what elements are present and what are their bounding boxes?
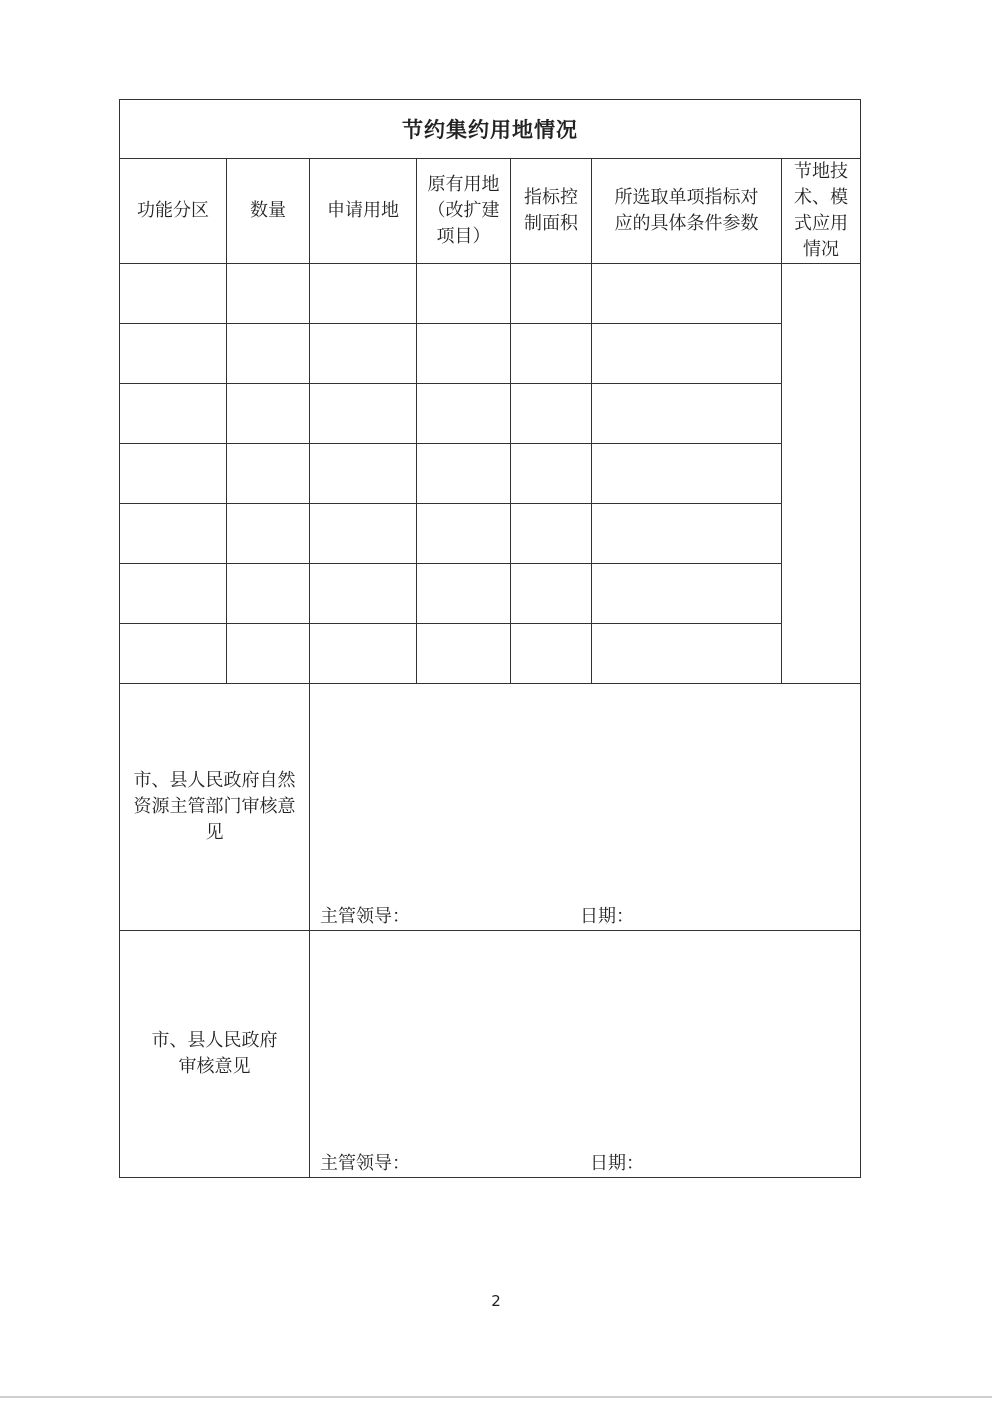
table-cell[interactable]: [417, 384, 511, 444]
date-label: 日期：: [590, 1153, 644, 1174]
table-cell[interactable]: [120, 504, 227, 564]
table-cell[interactable]: [592, 564, 782, 624]
table-cell[interactable]: [310, 624, 417, 684]
table-cell[interactable]: [227, 564, 310, 624]
leader-label: 主管领导：: [320, 906, 410, 927]
header-requested-land: 申请用地: [310, 159, 417, 264]
table-row: [120, 504, 861, 564]
table-cell[interactable]: [511, 504, 592, 564]
table-cell[interactable]: [417, 564, 511, 624]
table-cell[interactable]: [511, 384, 592, 444]
table-cell[interactable]: [511, 324, 592, 384]
opinion-row-resource-dept: [120, 684, 861, 931]
table-cell[interactable]: [310, 504, 417, 564]
table-cell[interactable]: [120, 564, 227, 624]
opinion-field-government[interactable]: [310, 931, 861, 1178]
opinion-row-government: [120, 931, 861, 1178]
header-quantity: 数量: [227, 159, 310, 264]
header-existing-land: 原有用地（改扩建项目）: [417, 159, 511, 264]
opinion-field-resource-dept[interactable]: [310, 684, 861, 931]
table-row: [120, 564, 861, 624]
table-cell[interactable]: [417, 324, 511, 384]
table-cell[interactable]: [310, 564, 417, 624]
table-cell[interactable]: [417, 444, 511, 504]
table-cell[interactable]: [592, 624, 782, 684]
form-title: 节约集约用地情况: [120, 100, 861, 159]
table-cell[interactable]: [417, 624, 511, 684]
table-cell[interactable]: [511, 264, 592, 324]
header-land-saving-tech: 节地技术、模式应用情况: [782, 159, 861, 264]
table-cell[interactable]: [511, 444, 592, 504]
table-cell[interactable]: [417, 504, 511, 564]
table-cell[interactable]: [310, 444, 417, 504]
header-condition-params: 所选取单项指标对应的具体条件参数: [592, 159, 782, 264]
table-row: [120, 624, 861, 684]
table-cell[interactable]: [120, 624, 227, 684]
opinion-label-government: 市、县人民政府审核意见: [120, 931, 310, 1178]
header-functional-zone: 功能分区: [120, 159, 227, 264]
land-use-form-table: [119, 99, 861, 1178]
land-saving-tech-cell[interactable]: [782, 264, 861, 684]
table-cell[interactable]: [120, 384, 227, 444]
header-row: [120, 159, 861, 264]
table-cell[interactable]: [310, 324, 417, 384]
table-cell[interactable]: [227, 324, 310, 384]
table-cell[interactable]: [592, 264, 782, 324]
leader-label: 主管领导：: [320, 1153, 410, 1174]
table-cell[interactable]: [592, 384, 782, 444]
table-row: [120, 384, 861, 444]
table-cell[interactable]: [511, 564, 592, 624]
date-label: 日期：: [580, 906, 634, 927]
table-cell[interactable]: [120, 264, 227, 324]
header-indicator-area: 指标控制面积: [511, 159, 592, 264]
scan-edge-line: [0, 1396, 992, 1398]
table-cell[interactable]: [120, 324, 227, 384]
opinion-label-resource-dept: 市、县人民政府自然资源主管部门审核意见: [120, 684, 310, 931]
table-cell[interactable]: [227, 384, 310, 444]
table-cell[interactable]: [592, 444, 782, 504]
table-row: [120, 324, 861, 384]
page-number: 2: [491, 1292, 501, 1310]
table-cell[interactable]: [310, 384, 417, 444]
table-cell[interactable]: [310, 264, 417, 324]
table-cell[interactable]: [592, 324, 782, 384]
table-cell[interactable]: [227, 624, 310, 684]
table-cell[interactable]: [227, 444, 310, 504]
table-cell[interactable]: [592, 504, 782, 564]
table-cell[interactable]: [417, 264, 511, 324]
table-cell[interactable]: [227, 504, 310, 564]
table-cell[interactable]: [227, 264, 310, 324]
table-row: [120, 264, 861, 324]
table-row: [120, 444, 861, 504]
table-cell[interactable]: [120, 444, 227, 504]
table-cell[interactable]: [511, 624, 592, 684]
